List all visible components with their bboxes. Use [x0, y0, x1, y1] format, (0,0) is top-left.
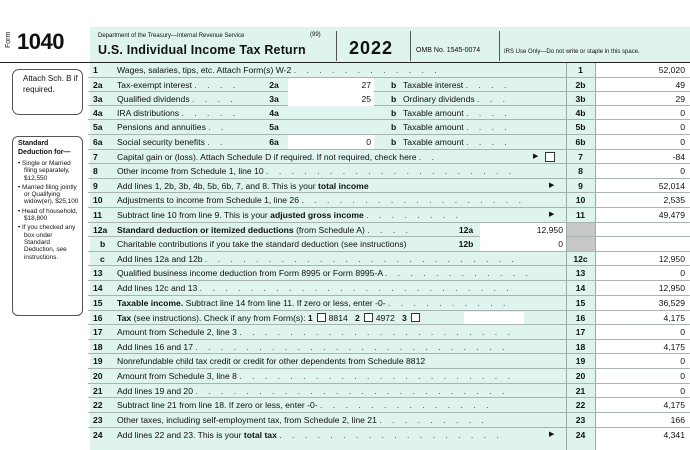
sub-line-label: b: [391, 94, 397, 104]
line-number: 14: [93, 283, 103, 293]
line-number: 11: [93, 210, 103, 220]
line-number: 13: [93, 268, 103, 278]
amount-line-number: 9: [578, 181, 583, 191]
line-label: Add lines 22 and 23. This is your total tax . . . . . . . . . . . . . . . . . .: [117, 430, 503, 440]
taxable-interest-amount[interactable]: 49: [675, 80, 685, 90]
standard-deduction-field[interactable]: 12,950: [480, 223, 566, 237]
amount-line-number: 2b: [575, 80, 586, 90]
amount-line-number: 16: [575, 313, 586, 323]
line-label: Qualified business income deduction from Form 8995 or Form 8995-A . . . . . . . . . . . .: [117, 268, 532, 278]
inner-line-number: 12b: [458, 239, 474, 249]
sub-line-label: b: [391, 137, 397, 147]
line-number: 12a: [93, 225, 108, 235]
sub-line-text: Taxable interest . . . .: [403, 80, 511, 90]
department-text: Department of the Treasury—Internal Revenue Service: [98, 33, 245, 39]
line-number: b: [100, 239, 106, 249]
std-item-checked: • If you checked any box under Standard Deduction, see instructions.: [18, 224, 76, 261]
line-label: Add lines 19 and 20 . . . . . . . . . . . . . . . . . . . . . . . . .: [117, 386, 509, 396]
sub-line-label: b: [391, 122, 397, 132]
inner-line-number: 6a: [269, 137, 279, 147]
line-number: 1: [93, 65, 98, 75]
line-label: Adjustments to income from Schedule 1, line 26 . . . . . . . . . . . . . . . . . .: [117, 195, 525, 205]
amount-line-number: 19: [575, 356, 586, 366]
schedule3-amount[interactable]: 0: [680, 371, 685, 381]
inner-line-number: 4a: [269, 108, 279, 118]
form-title: U.S. Individual Income Tax Return: [98, 43, 306, 57]
schedule2-amount[interactable]: 0: [680, 327, 685, 337]
wages-amount[interactable]: 52,020: [658, 65, 685, 75]
sub-line-text: Taxable amount . . . .: [403, 108, 511, 118]
line-number: 16: [93, 313, 103, 323]
adjustments-amount[interactable]: 2,535: [663, 195, 685, 205]
std-deduction-title: Standard Deduction for—: [18, 140, 71, 156]
line-number: 7: [93, 152, 98, 162]
line-label: Nonrefundable child tax credit or credit for other dependents from Schedule 8812: [117, 356, 426, 366]
amount-line-number: 23: [575, 415, 586, 425]
line-number: 9: [93, 181, 98, 191]
line-number: 24: [93, 430, 103, 440]
header-divider: [410, 31, 411, 61]
ira-taxable-amount[interactable]: 0: [680, 108, 685, 118]
total-tax-amount[interactable]: 4,341: [663, 430, 685, 440]
header-divider: [499, 31, 500, 61]
form-number: 1040: [17, 29, 64, 54]
department-code: (99): [310, 32, 321, 38]
line-label: Add lines 12a and 12b . . . . . . . . . . . . . . . . . . . . . . . . .: [117, 254, 518, 264]
line-number: 17: [93, 327, 103, 337]
tax-year: 2022: [349, 38, 394, 58]
sub-line-text: Taxable amount . . . .: [403, 137, 511, 147]
capital-gain-amount[interactable]: -84: [672, 152, 685, 162]
amount-line-number: 1: [578, 65, 583, 75]
inner-line-number: 2a: [269, 80, 279, 90]
amount-line-number: 6b: [575, 137, 586, 147]
taxable-income-amount[interactable]: 36,529: [658, 298, 685, 308]
pensions-taxable-amount[interactable]: 0: [680, 122, 685, 132]
form-label: Form: [5, 31, 12, 48]
amount-line-number: 3b: [575, 94, 586, 104]
line-label: Add lines 1, 2b, 3b, 4b, 5b, 6b, 7, and 8. This is your total income: [117, 181, 369, 191]
line-label: Subtract line 10 from line 9. This is your adjusted gross income . . . . . . . .: [117, 210, 462, 220]
amount-line-number: 8: [578, 166, 583, 176]
line-number: c: [100, 254, 105, 264]
amount-line-number: 21: [575, 386, 586, 396]
other-income-amount[interactable]: 0: [680, 166, 685, 176]
line-label: Subtract line 21 from line 18. If zero or less, enter -0- . . . . . . . . . . . . . .: [117, 400, 493, 410]
qualified-dividends-field[interactable]: 25: [288, 92, 374, 106]
line22-amount[interactable]: 4,175: [663, 400, 685, 410]
line-label: Tax (see instructions). Check if any from Form(s): 1 8814 2 4972 3: [117, 311, 423, 325]
sub-line-label: b: [391, 108, 397, 118]
line-number: 4a: [93, 108, 103, 118]
inner-line-number: 3a: [269, 94, 279, 104]
line-label: Pensions and annuities . .: [117, 122, 228, 132]
amount-line-number: 15: [575, 298, 586, 308]
other-taxes-amount[interactable]: 166: [670, 415, 685, 425]
line-label: Social security benefits . .: [117, 137, 227, 147]
tax-exempt-interest-field[interactable]: 27: [288, 78, 374, 92]
amount-line-number: 7: [578, 152, 583, 162]
deductions-total-amount[interactable]: 12,950: [658, 254, 685, 264]
std-item-hoh: • Head of household, $18,800: [18, 207, 78, 223]
line-number: 22: [93, 400, 103, 410]
line-label: Tax-exempt interest . . . .: [117, 80, 240, 90]
line-number: 21: [93, 386, 103, 396]
arrow-icon: ▶: [533, 153, 539, 160]
std-item-joint: • Married filing jointly or Qualifying widow(er), $25,100: [18, 183, 79, 206]
line14-amount[interactable]: 12,950: [658, 283, 685, 293]
standard-deduction-note: [12, 136, 83, 316]
line-number: 2a: [93, 80, 103, 90]
social-security-taxable-amount[interactable]: 0: [680, 137, 685, 147]
header-divider: [336, 31, 337, 61]
amount-line-number: 12c: [573, 254, 588, 264]
line-number: 18: [93, 342, 103, 352]
line-number: 19: [93, 356, 103, 366]
total-income-amount[interactable]: 52,014: [658, 181, 685, 191]
line-label: Other income from Schedule 1, line 10 . . . . . . . . . . . . . . . . . . . .: [117, 166, 516, 176]
line-label: Add lines 12c and 13 . . . . . . . . . . . . . . . . . . . . . . . . .: [117, 283, 513, 293]
line21-amount[interactable]: 0: [680, 386, 685, 396]
irs-use-note: IRS Use Only—Do not write or staple in this space.: [504, 49, 640, 55]
arrow-icon: ▶: [549, 431, 555, 438]
line-label: Amount from Schedule 2, line 3 . . . . . . . . . . . . . . . . . . . . . .: [117, 327, 514, 337]
shaded-cell: [566, 222, 595, 252]
other-form-field[interactable]: [464, 312, 524, 324]
amount-line-number: 13: [575, 268, 586, 278]
line-label: IRA distributions . . . . .: [117, 108, 239, 118]
line-number: 15: [93, 298, 103, 308]
line-number: 8: [93, 166, 98, 176]
arrow-icon: ▶: [549, 211, 555, 218]
form-4972-checkbox[interactable]: [364, 313, 373, 322]
line-number: 3a: [93, 94, 103, 104]
line-label: Qualified dividends . . . .: [117, 94, 237, 104]
form-8814-checkbox[interactable]: [317, 313, 326, 322]
social-security-field[interactable]: 0: [288, 135, 374, 149]
sub-line-text: Ordinary dividends . . .: [403, 94, 509, 104]
line-label: Amount from Schedule 3, line 8 . . . . . . . . . . . . . . . . . . . . . .: [117, 371, 514, 381]
line18-amount[interactable]: 4,175: [663, 342, 685, 352]
line-label: Standard deduction or itemized deductions (from Schedule A) . . . .: [117, 225, 412, 235]
line-number: 23: [93, 415, 103, 425]
inner-line-number: 12a: [458, 225, 474, 235]
agi-amount[interactable]: 49,479: [658, 210, 685, 220]
line-label: Charitable contributions if you take the standard deduction (see instructions): [117, 239, 407, 249]
line-number: 20: [93, 371, 103, 381]
omb-number: OMB No. 1545-0074: [416, 47, 481, 54]
line-number: 10: [93, 195, 103, 205]
charitable-contributions-field[interactable]: 0: [480, 237, 566, 251]
amount-line-number: 10: [575, 195, 586, 205]
amount-line-number: 24: [575, 430, 586, 440]
amount-line-number: 17: [575, 327, 586, 337]
amount-line-number: 18: [575, 342, 586, 352]
tax-amount[interactable]: 4,175: [663, 313, 685, 323]
amount-line-number: 14: [575, 283, 586, 293]
line-number: 6a: [93, 137, 103, 147]
ordinary-dividends-amount[interactable]: 29: [675, 94, 685, 104]
arrow-icon: ▶: [549, 182, 555, 189]
qbi-deduction-amount[interactable]: 0: [680, 268, 685, 278]
line-number: 5a: [93, 122, 103, 132]
other-form-checkbox[interactable]: [411, 313, 420, 322]
attach-schedule-b-note: Attach Sch. B if required.: [12, 69, 83, 115]
line-label: Capital gain or (loss). Attach Schedule D if required. If not required, check here . .: [117, 152, 439, 162]
sub-line-text: Taxable amount . . . .: [403, 122, 511, 132]
inner-line-number: 5a: [269, 122, 279, 132]
amount-line-number: 5b: [575, 122, 586, 132]
line-label: Other taxes, including self-employment tax, from Schedule 2, line 21 . . . . . . . . .: [117, 415, 488, 425]
amount-line-number: 11: [575, 210, 586, 220]
amount-line-number: 20: [575, 371, 586, 381]
schedule-d-checkbox[interactable]: [545, 152, 555, 162]
line-label: Wages, salaries, tips, etc. Attach Form(s) W-2 . . . . . . . . . . . .: [117, 65, 441, 75]
amount-line-number: 4b: [575, 108, 586, 118]
sub-line-label: b: [391, 80, 397, 90]
child-tax-credit-amount[interactable]: 0: [680, 356, 685, 366]
amount-line-number: 22: [575, 400, 586, 410]
line-label: Taxable income. Subtract line 14 from line 11. If zero or less, enter -0- . . . . . . . . . .: [117, 298, 510, 308]
line-label: Add lines 16 and 17 . . . . . . . . . . . . . . . . . . . . . . . . .: [117, 342, 509, 352]
std-item-single: • Single or Married filing separately, $12,550: [18, 160, 71, 182]
